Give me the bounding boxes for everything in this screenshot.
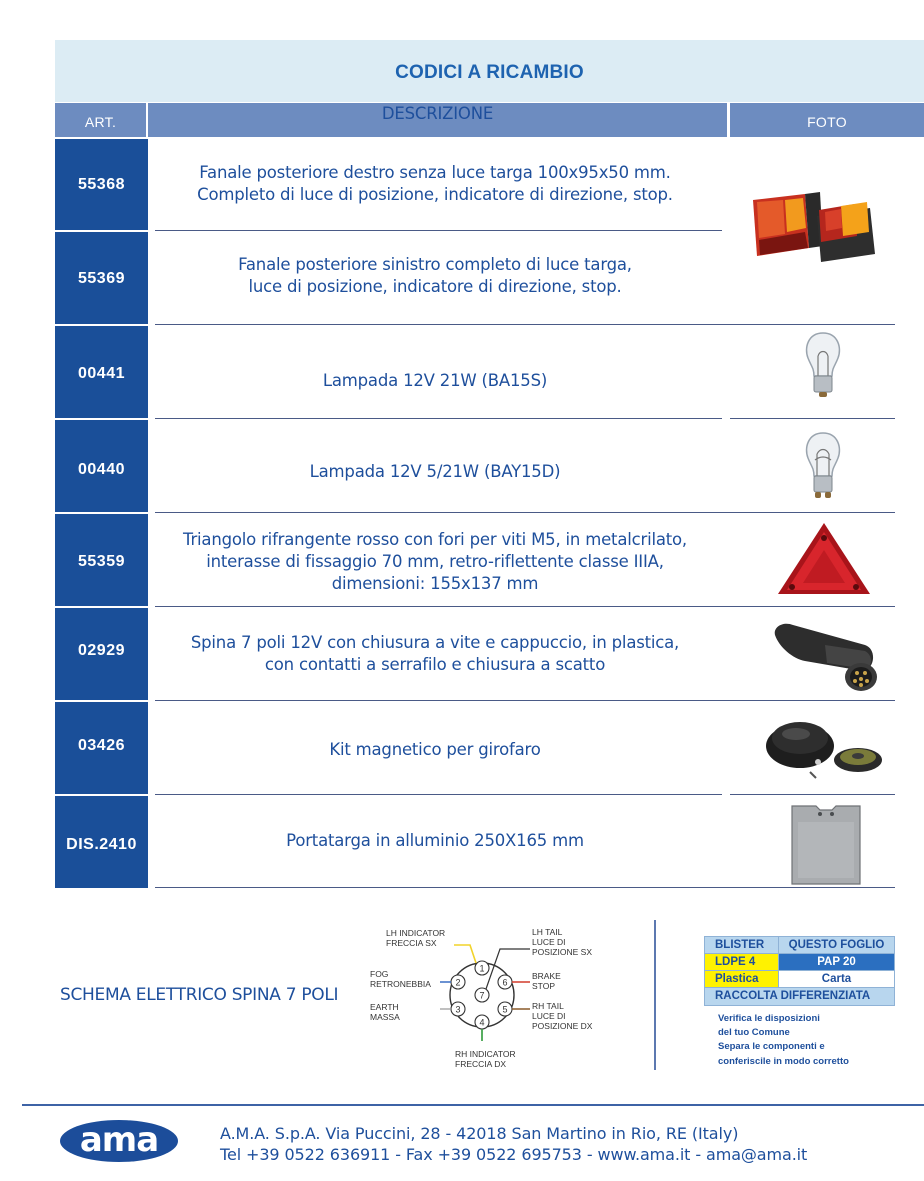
description-line: Completo di luce di posizione, indicatore di direzione, stop. xyxy=(197,185,673,204)
description-line: luce di posizione, indicatore di direzione, stop. xyxy=(248,277,622,296)
recycling-header-row: BLISTER QUESTO FOGLIO xyxy=(705,937,894,954)
row-divider xyxy=(155,418,722,419)
bulb-icon xyxy=(800,330,846,400)
description-line: Lampada 12V 5/21W (BAY15D) xyxy=(309,462,561,481)
row-divider xyxy=(155,512,895,513)
earth-label: EARTH MASSA xyxy=(370,1002,400,1022)
item-description xyxy=(150,632,720,676)
description-line: con contatti a serrafilo e chiusura a scatto xyxy=(264,655,606,674)
item-description xyxy=(150,461,720,483)
code-separator xyxy=(55,324,148,326)
lh-indicator-label: LH INDICATOR FRECCIA SX xyxy=(386,928,446,948)
code-separator xyxy=(55,700,148,702)
schema-title: SCHEMA ELETTRICO SPINA 7 POLI xyxy=(60,985,339,1005)
row-divider xyxy=(155,230,722,231)
recycling-footer: RACCOLTA DIFFERENZIATA xyxy=(705,988,894,1005)
item-code: 00440 xyxy=(78,461,125,478)
header-descrizione: DESCRIZIONE xyxy=(148,103,727,137)
code-separator xyxy=(55,418,148,420)
description-line: Kit magnetico per girofaro xyxy=(329,740,541,759)
item-description xyxy=(150,830,720,852)
description-line: Triangolo rifrangente rosso con fori per viti M5, in metalcrilato, xyxy=(183,530,687,549)
row-divider xyxy=(730,418,895,419)
description-line: Fanale posteriore sinistro completo di luce targa, xyxy=(238,255,632,274)
code-separator xyxy=(55,794,148,796)
item-description xyxy=(150,739,720,761)
description-line: Fanale posteriore destro senza luce targa 100x95x50 mm. xyxy=(199,163,671,182)
footer-contacts: Tel +39 0522 636911 - Fax +39 0522 695753 - www.ama.it - ama@ama.it xyxy=(220,1145,808,1164)
title-band xyxy=(55,40,924,102)
rh-tail-label: RH TAIL LUCE DI POSIZIONE DX xyxy=(532,1001,593,1031)
row-divider xyxy=(155,887,895,888)
code-separator xyxy=(55,606,148,608)
magnetic-kit-icon xyxy=(760,710,890,790)
item-code: 03426 xyxy=(78,737,125,754)
red-triangle-reflector-icon xyxy=(775,520,873,598)
pin-label: 4 xyxy=(479,1017,485,1028)
page-title: CODICI A RICAMBIO xyxy=(395,62,584,83)
footer-address: A.M.A. S.p.A. Via Puccini, 28 - 42018 San Martino in Rio, RE (Italy) xyxy=(220,1124,739,1143)
code-separator xyxy=(55,230,148,232)
row-divider xyxy=(155,324,895,325)
rear-lights-icon xyxy=(745,188,890,268)
fog-label: FOG RETRONEBBIA xyxy=(370,969,431,989)
recycling-table xyxy=(704,936,895,1006)
rh-indicator-label: RH INDICATOR FRECCIA DX xyxy=(455,1049,516,1069)
pin-label: 7 xyxy=(479,990,485,1001)
plug-icon xyxy=(765,615,885,695)
item-description xyxy=(150,529,720,595)
header-art: ART. xyxy=(55,103,146,137)
row-divider xyxy=(155,794,722,795)
license-plate-holder-icon xyxy=(790,802,862,886)
item-code: 02929 xyxy=(78,642,125,659)
pin-label: 6 xyxy=(502,977,508,988)
description-line: Portatarga in alluminio 250X165 mm xyxy=(286,831,584,850)
item-code: 55368 xyxy=(78,176,125,193)
description-line: interasse di fissaggio 70 mm, retro-riflettente classe IIIA, xyxy=(206,552,664,571)
recycling-row: Plastica Carta xyxy=(705,971,894,988)
description-line: dimensioni: 155x137 mm xyxy=(331,574,539,593)
pin-label: 3 xyxy=(455,1004,461,1015)
item-code: 00441 xyxy=(78,365,125,382)
pin-label: 5 xyxy=(502,1004,508,1015)
vertical-divider xyxy=(654,920,656,1070)
item-code: 55369 xyxy=(78,270,125,287)
plug-pinout-diagram xyxy=(440,943,530,1043)
recycling-row: LDPE 4 PAP 20 xyxy=(705,954,894,971)
footer-divider xyxy=(22,1104,924,1106)
ama-logo: ama xyxy=(60,1120,178,1162)
brake-label: BRAKE STOP xyxy=(532,971,561,991)
recycling-note: Verifica le disposizioni del tuo Comune Separa le componenti e conferiscile in modo corretto xyxy=(718,1013,849,1067)
item-description xyxy=(150,162,720,206)
bulb-icon xyxy=(800,430,846,502)
item-description xyxy=(150,370,720,392)
pin-label: 2 xyxy=(455,977,461,988)
item-code: 55359 xyxy=(78,553,125,570)
description-line: Spina 7 poli 12V con chiusura a vite e cappuccio, in plastica, xyxy=(190,633,680,652)
pin-label: 1 xyxy=(479,963,485,974)
item-code: DIS.2410 xyxy=(66,836,137,853)
row-divider xyxy=(155,700,895,701)
header-foto: FOTO xyxy=(730,103,924,137)
item-description xyxy=(150,254,720,298)
description-line: Lampada 12V 21W (BA15S) xyxy=(322,371,548,390)
row-divider xyxy=(155,606,895,607)
code-separator xyxy=(55,512,148,514)
lh-tail-label: LH TAIL LUCE DI POSIZIONE SX xyxy=(532,927,592,957)
row-divider xyxy=(730,794,895,795)
